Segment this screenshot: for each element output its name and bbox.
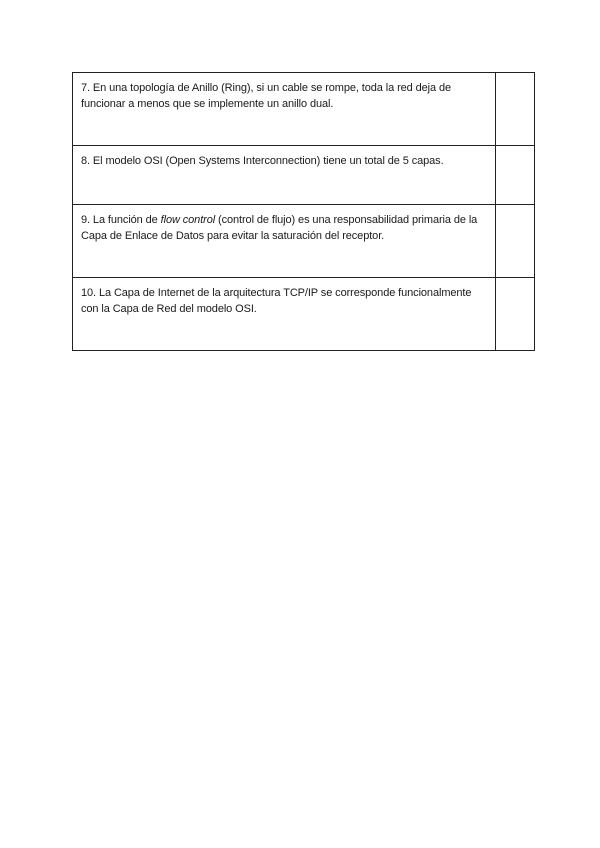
answer-cell-9[interactable] <box>496 205 535 278</box>
statement-9-italic-term: flow control <box>160 214 216 226</box>
statement-8-text: 8. El modelo OSI (Open Systems Interconnection) tiene un total de 5 capas. <box>81 155 444 167</box>
answer-cell-10[interactable] <box>496 278 535 351</box>
statement-10-text: 10. La Capa de Internet de la arquitectura TCP/IP se corresponde funcionalmente con la Capa de Red del modelo OSI. <box>81 287 472 315</box>
answer-cell-7[interactable] <box>496 73 535 146</box>
table-row <box>73 205 535 278</box>
statement-7 <box>73 73 496 146</box>
answer-cell-8[interactable] <box>496 146 535 205</box>
statement-9-suffix: (control de flujo) es una responsabilidad primaria de la Capa de Enlace de Datos para evitar la saturación del receptor. <box>81 214 478 242</box>
true-false-table <box>72 72 535 351</box>
statement-10 <box>73 278 496 351</box>
statement-9-prefix: 9. La función de <box>81 214 161 226</box>
table-row <box>73 146 535 205</box>
statement-8 <box>73 146 496 205</box>
statement-7-text: 7. En una topología de Anillo (Ring), si un cable se rompe, toda la red deja de funcionar a menos que se implemente un anillo dual. <box>81 82 452 110</box>
statement-9 <box>73 205 496 278</box>
table-row <box>73 73 535 146</box>
table-row <box>73 278 535 351</box>
